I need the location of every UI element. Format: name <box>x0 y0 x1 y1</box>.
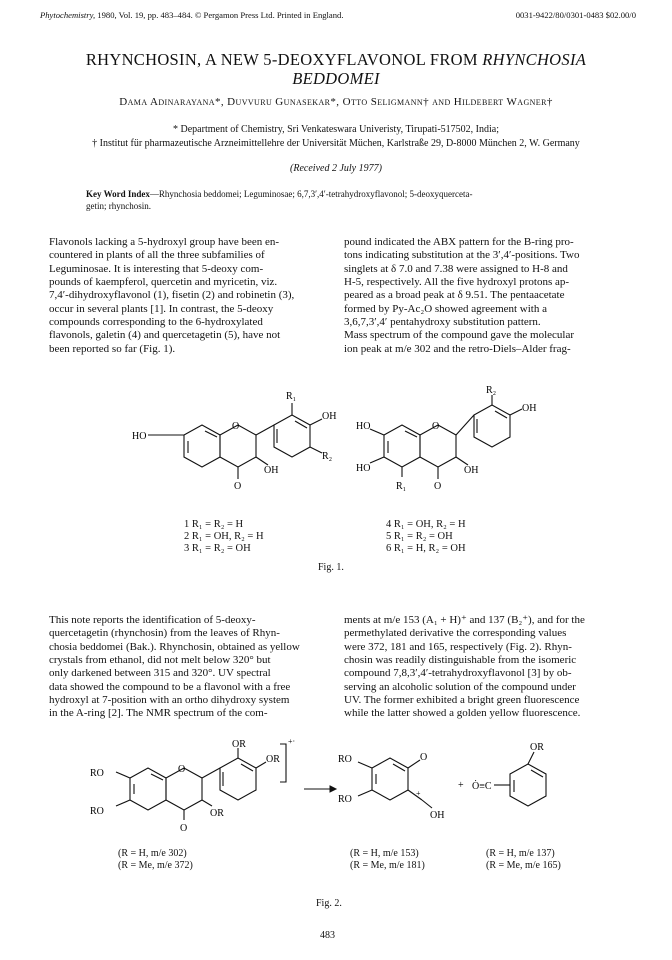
fig2-caption: Fig. 2. <box>316 898 342 909</box>
oh-label: OH <box>430 810 445 821</box>
keto-oxygen-label: O <box>434 481 442 492</box>
text-line: been reported so far (Fig. 1). <box>49 342 176 355</box>
journal-citation <box>40 10 344 20</box>
r1-label: R₁ <box>396 481 407 492</box>
text-line: while the latter showed a golden yellow fluorescence. <box>344 707 581 720</box>
radical-cation-label: +· <box>288 738 296 746</box>
ho-7-label: HO <box>356 463 371 474</box>
mass-values-fragment-a <box>350 848 425 872</box>
oh3-label: OH <box>264 465 279 476</box>
compound-1: 1 R₁ = R₂ = H <box>184 519 244 530</box>
parent-molecule <box>116 744 286 820</box>
text-line: pound indicated the ABX pattern for the B-ring pro- <box>344 236 574 248</box>
ho-label: HO <box>132 431 147 442</box>
affiliation-1: * Department of Chemistry, Sri Venkateswara Univeristy, Tirupati-517502, India; <box>173 124 499 135</box>
citation-text: 1980, Vol. 19, pp. 483–484. © Pergamon Press Ltd. Printed in England. <box>97 10 344 20</box>
text-line: This note reports the identification of 5-deoxy- <box>49 614 256 626</box>
r2-label: R₂ <box>322 451 333 462</box>
flavonol-structure-right <box>370 395 522 479</box>
text-line: UV. The former exhibited a bright green fluorescence <box>344 694 580 707</box>
text-line: quercetagetin (rhynchosin) from the leaves of Rhyn- <box>49 627 280 640</box>
key-word-index <box>86 189 586 212</box>
text-line: singlets at δ 7.0 and 7.38 were assigned to H-8 and <box>344 262 568 275</box>
keto-oxygen-label: O <box>180 823 188 834</box>
text-line: only darkened between 315 and 320°. UV spectral <box>49 667 271 680</box>
text-line: occur in several plants [1]. In contrast, the 5-deoxy <box>49 302 274 315</box>
flavonol-structure-left <box>148 403 322 479</box>
text-line: compound 7,8,3′,4′-tetrahydroxyflavonol [3] by ob- <box>344 667 572 680</box>
fragment-b <box>494 752 546 806</box>
ho-6-label: HO <box>356 421 371 432</box>
text-line: compounds corresponding to the 6-hydroxylated <box>49 316 263 329</box>
ro-7-label: RO <box>90 806 104 817</box>
compounds-left <box>184 519 264 555</box>
oh-top-label: OH <box>322 411 337 422</box>
text-line: ion peak at m/e 302 and the retro-Diels–Alder frag- <box>344 342 571 355</box>
compounds-right <box>386 519 466 555</box>
compound-3: 3 R₁ = R₂ = OH <box>184 543 251 554</box>
text-line: were 372, 181 and 165, respectively (Fig. 2). Rhyn- <box>344 640 572 653</box>
title-line2-italic: BEDDOMEI <box>292 69 380 88</box>
text-line: 3,6,7,3′,4′ pentahydroxy substitution pattern. <box>344 316 541 329</box>
text-line: chosia beddomei (Bak.). Rhynchosin, obtained as yellow <box>49 640 300 653</box>
or-top-label: OR <box>232 739 246 750</box>
compound-5: 5 R₁ = R₂ = OH <box>386 531 453 542</box>
mass-value: (R = H, m/e 153) <box>350 848 419 859</box>
author-list: Dama Adinarayana*, Duvvuru Gunasekar*, Otto Seligmann† and Hildebert Wagner† <box>119 96 553 108</box>
text-line: flavonols, galetin (4) and quercetagetin (5), have not <box>49 329 281 342</box>
body-bottom-right <box>344 614 626 721</box>
r2-label: R₂ <box>486 385 497 396</box>
or-4-label: OR <box>266 754 280 765</box>
text-line: hydroxyl at 7-position with an ortho dihydroxy system <box>49 694 290 707</box>
text-line: permethylated derivative the corresponding values <box>344 627 567 640</box>
mass-value: (R = H, m/e 137) <box>486 848 555 859</box>
mass-values-molecule <box>118 848 193 872</box>
text-line: Flavonols lacking a 5-hydroxyl group have been en- <box>49 236 280 248</box>
text-line: 7,4′-dihydroxyflavonol (1), fisetin (2) and robinetin (3), <box>49 289 295 302</box>
r1-label: R₁ <box>286 391 297 402</box>
ro-6-label: RO <box>338 754 352 765</box>
text-line: crystals from ethanol, did not melt below 320° but <box>49 654 271 667</box>
title-line1: RHYNCHOSIN, A NEW 5-DEOXYFLAVONOL FROM <box>85 50 483 69</box>
mass-value: (R = Me, m/e 165) <box>486 860 561 871</box>
text-line: Mass spectrum of the compound gave the molecular <box>344 329 575 342</box>
acylium-label: Ȯ≡C <box>472 781 492 792</box>
oh-top-label: OH <box>522 403 537 414</box>
or-label: OR <box>530 742 544 753</box>
mass-value: (R = Me, m/e 372) <box>118 860 193 871</box>
ring-oxygen-label: O <box>178 764 186 775</box>
body-top-left <box>49 236 325 356</box>
compound-6: 6 R₁ = H, R₂ = OH <box>386 543 466 554</box>
article-title <box>30 50 642 88</box>
figure-2-fragmentation <box>90 738 610 838</box>
text-line: Leguminosae. It is interesting that 5-deoxy com- <box>49 262 264 275</box>
text-line: serving an alcoholic solution of the compound under <box>344 680 576 693</box>
ro-7-label: RO <box>338 794 352 805</box>
text-line: H-5, respectively. All the five hydroxyl protons ap- <box>344 276 570 289</box>
title-line1-italic: RHYNCHOSIA <box>482 50 587 69</box>
kwi-text-2: getin; rhynchosin. <box>86 200 151 211</box>
keto-oxygen-label: O <box>420 752 428 763</box>
oh3-label: OH <box>464 465 479 476</box>
text-line: in the A-ring [2]. The NMR spectrum of the com- <box>49 707 268 720</box>
text-line: chosin was readily distinguishable from the isomeric <box>344 654 577 667</box>
ring-oxygen-label: O <box>432 421 440 432</box>
fragment-a <box>358 758 432 808</box>
compound-2: 2 R₁ = OH, R₂ = H <box>184 531 264 542</box>
journal-name: Phytochemistry, <box>40 10 96 20</box>
cation-plus-label: + <box>416 789 421 798</box>
text-line: formed by Py-Ac₂O showed agreement with a <box>344 302 548 315</box>
page-number: 483 <box>320 930 335 941</box>
plus-sign: + <box>458 780 464 791</box>
compound-4: 4 R₁ = OH, R₂ = H <box>386 519 466 530</box>
body-bottom-left <box>49 614 325 721</box>
reaction-arrow-icon <box>304 786 336 792</box>
ro-6-label: RO <box>90 768 104 779</box>
text-line: tons indicating substitution at the 3′,4′-positions. Two <box>344 249 580 262</box>
mass-value: (R = Me, m/e 181) <box>350 860 425 871</box>
keto-oxygen-label: O <box>234 481 242 492</box>
mass-value: (R = H, m/e 302) <box>118 848 187 859</box>
ring-oxygen-label: O <box>232 421 240 432</box>
text-line: ments at m/e 153 (A₁ + H)⁺ and 137 (B₂⁺), and for the <box>344 614 585 626</box>
mass-values-fragment-b <box>486 848 561 872</box>
body-top-right <box>344 236 626 356</box>
figure-1-structures <box>130 385 550 510</box>
text-line: pounds of kaempferol, quercetin and myricetin, viz. <box>49 276 278 289</box>
text-line: countered in plants of all the three subfamilies of <box>49 249 265 262</box>
received-date: (Received 2 July 1977) <box>290 163 382 174</box>
fig1-caption: Fig. 1. <box>318 562 344 573</box>
or3-label: OR <box>210 808 224 819</box>
text-line: peared as a broad peak at δ 9.51. The pentaacetate <box>344 289 565 302</box>
article-code: 0031-9422/80/0301-0483 $02.00/0 <box>515 10 636 20</box>
text-line: data showed the compound to be a flavonol with a free <box>49 680 291 693</box>
kwi-label: Key Word Index <box>86 189 150 199</box>
affiliation-2: † Institut für pharmazeutische Arzneimittellehre der Universität Müchen, Karlstraße 29, D-8000 München 2, W. Germany <box>92 138 580 149</box>
kwi-text-1: —Rhynchosia beddomei; Leguminosae; 6,7,3′,4′-tetrahydroxyflavonol; 5-deoxyquerceta- <box>149 189 473 199</box>
